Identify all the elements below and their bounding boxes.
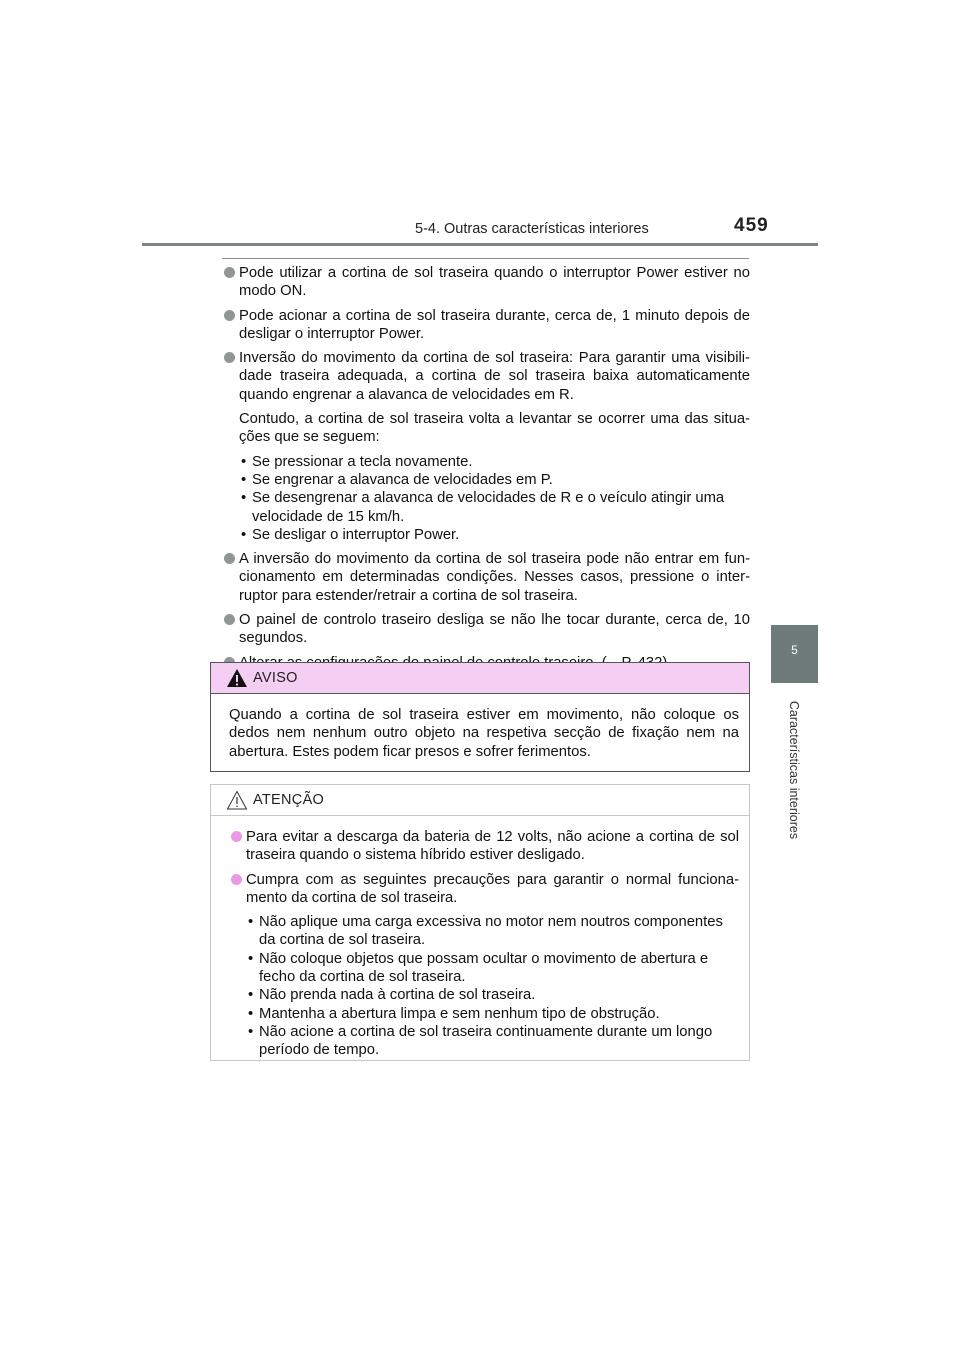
sub-list-item: • Se desligar o interruptor Power. xyxy=(239,526,750,544)
note-item xyxy=(222,307,750,344)
note-text: Pode acionar a cortina de sol traseira durante, cerca de, 1 minuto depois de desligar o interruptor Power. xyxy=(239,307,750,342)
sub-list-item: • Se engrenar a alavanca de velocidades em P. xyxy=(239,471,750,489)
note-text: Pode utilizar a cortina de sol traseira quando o interruptor Power estiver no modo ON. xyxy=(239,265,750,300)
atencao-text: Cumpra com as seguintes precauções para garantir o normal funciona-mento da cortina de sol traseira. xyxy=(246,871,739,906)
sub-list-item: • Não prenda nada à cortina de sol traseira. xyxy=(246,986,739,1004)
sub-list xyxy=(239,453,750,544)
bullet-dot-icon xyxy=(231,831,242,842)
warning-triangle-filled-icon xyxy=(226,668,248,688)
bullet-dot-icon xyxy=(224,352,235,363)
note-item xyxy=(222,550,750,605)
atencao-item xyxy=(229,871,739,1060)
note-text: Inversão do movimento da cortina de sol traseira: Para garantir uma visibili-dade traseira adequada, a cortina de sol traseira baixa automaticamente quando engrenar a alavanca de velocidades em R. xyxy=(239,350,750,403)
content-rule xyxy=(222,258,749,259)
note-item xyxy=(222,349,750,544)
chapter-title: Características interiores xyxy=(787,700,801,840)
sub-list xyxy=(246,913,739,1059)
atencao-box xyxy=(210,784,750,1061)
sub-list-item: • Se desengrenar a alavanca de velocidades de R e o veículo atingir uma velocidade de 15 km/h. xyxy=(239,489,750,526)
bullet-dot-icon xyxy=(224,614,235,625)
warning-triangle-outline-icon xyxy=(226,790,248,810)
sub-list-item: • Não acione a cortina de sol traseira continuamente durante um longo período de tempo. xyxy=(246,1023,739,1060)
note-text: O painel de controlo traseiro desliga se não lhe tocar durante, cerca de, 10 segundos. xyxy=(239,612,750,647)
chapter-tab: 5 xyxy=(771,625,818,683)
note-item xyxy=(222,264,750,301)
atencao-title: ATENÇÃO xyxy=(253,792,325,808)
sub-list-item: • Mantenha a abertura limpa e sem nenhum tipo de obstrução. xyxy=(246,1005,739,1023)
page-number: 459 xyxy=(734,215,769,236)
bullet-dot-icon xyxy=(224,553,235,564)
note-text: Contudo, a cortina de sol traseira volta a levantar se ocorrer uma das situa-ções que se seguem: xyxy=(239,411,750,446)
atencao-header xyxy=(211,785,749,816)
atencao-text: Para evitar a descarga da bateria de 12 volts, não acione a cortina de sol traseira quando o sistema híbrido estiver desligado. xyxy=(246,829,739,864)
atencao-body xyxy=(211,816,749,1060)
bullet-dot-icon xyxy=(224,267,235,278)
aviso-box xyxy=(210,662,750,772)
aviso-text: Quando a cortina de sol traseira estiver em movimento, não coloque os dedos nem nenhum outro objeto na respetiva secção de fixação nem na abertura. Estes podem ficar presos e sofrer ferimentos. xyxy=(229,707,739,760)
sub-list-item: • Não coloque objetos que possam ocultar o movimento de abertura e fecho da cortina de sol traseira. xyxy=(246,950,739,987)
bullet-dot-icon xyxy=(231,874,242,885)
section-title: 5-4. Outras características interiores xyxy=(415,221,649,237)
sub-list-item: • Se pressionar a tecla novamente. xyxy=(239,453,750,471)
note-text: A inversão do movimento da cortina de sol traseira pode não entrar em fun-cionamento em determinadas condições. Nesses casos, pressione o inter-ruptor para estender/retrair a cortina de sol traseira. xyxy=(239,551,750,604)
sub-list-item: • Não aplique uma carga excessiva no motor nem noutros componentes da cortina de sol traseira. xyxy=(246,913,739,950)
atencao-item xyxy=(229,828,739,865)
notes-list xyxy=(222,264,750,678)
bullet-dot-icon xyxy=(224,310,235,321)
aviso-header xyxy=(211,663,749,694)
header-rule xyxy=(142,243,818,246)
aviso-title: AVISO xyxy=(253,670,298,686)
note-item xyxy=(222,611,750,648)
